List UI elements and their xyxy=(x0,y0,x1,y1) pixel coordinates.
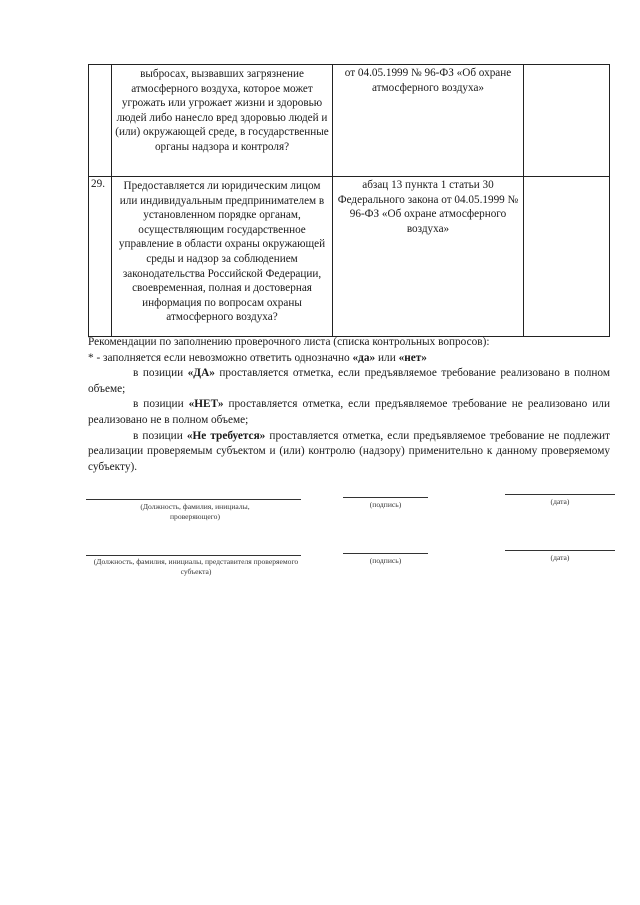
inspector-signature-caption: (подпись) xyxy=(369,500,402,509)
table-row xyxy=(89,65,610,177)
legal-reference-cell: от 04.05.1999 № 96-ФЗ «Об охране атмосферного воздуха» xyxy=(333,65,524,177)
yes-instruction: в позиции «ДА» проставляется отметка, если предъявляемое требование реализовано в полном объеме; xyxy=(88,367,610,395)
inspected-signature-line xyxy=(343,553,428,554)
question-cell: выбросах, вызвавших загрязнение атмосферного воздуха, которое может угрожать или угрожает жизни и здоровью людей либо нанесло вред здоровью людей и (или) окружающей среде, в государственные органы надзора и контроля? xyxy=(112,65,333,177)
inspected-date-line xyxy=(505,550,615,551)
inspector-caption: (Должность, фамилия, инициалы, проверяющего) xyxy=(140,502,250,521)
inspector-date-caption: (дата) xyxy=(550,497,570,506)
row-number: 29. xyxy=(89,177,112,337)
inspector-signature-line xyxy=(343,497,428,498)
inspected-date-caption: (дата) xyxy=(550,553,570,562)
inspector-name-line xyxy=(86,499,301,500)
no-instruction: в позиции «НЕТ» проставляется отметка, если предъявляемое требование не реализовано или реализовано не в полном объеме; xyxy=(88,398,610,426)
legal-reference-cell: абзац 13 пункта 1 статьи 30 Федерального закона от 04.05.1999 № 96-ФЗ «Об охране атмосферного воздуха» xyxy=(333,177,524,337)
no-term: «нет» xyxy=(398,351,427,364)
recommendations-title: Рекомендации по заполнению проверочного листа (списка контрольных вопросов): xyxy=(88,336,490,348)
inspected-caption: (Должность, фамилия, инициалы, представителя проверяемого субъекта) xyxy=(93,557,299,576)
recommendations-section xyxy=(88,335,610,475)
question-cell: Предоставляется ли юридическим лицом или индивидуальным предпринимателем в установленном порядке органам, осуществляющим государственное управление в области охраны окружающей среды и надзор за соблюдением законодательства Российской Федерации, своевременная, полная и достоверная информация по вопросам охраны атмосферного воздуха? xyxy=(112,177,333,337)
inspected-signature-caption: (подпись) xyxy=(369,556,402,565)
checklist-table xyxy=(88,64,610,337)
answer-cell xyxy=(524,177,610,337)
table-row xyxy=(89,177,610,337)
yes-term: «да» xyxy=(352,351,376,364)
note-line: * - заполняется если невозможно ответить однозначно «да» или «нет» xyxy=(88,351,427,364)
row-number xyxy=(89,65,112,177)
answer-cell xyxy=(524,65,610,177)
inspected-name-line xyxy=(86,555,301,556)
not-required-instruction: в позиции «Не требуется» проставляется отметка, если предъявляемое требование не подлежит реализации проверяемым субъектом и (или) контролю (надзору) применительно к данному проверяемому субъекту). xyxy=(88,429,610,473)
inspector-date-line xyxy=(505,494,615,495)
